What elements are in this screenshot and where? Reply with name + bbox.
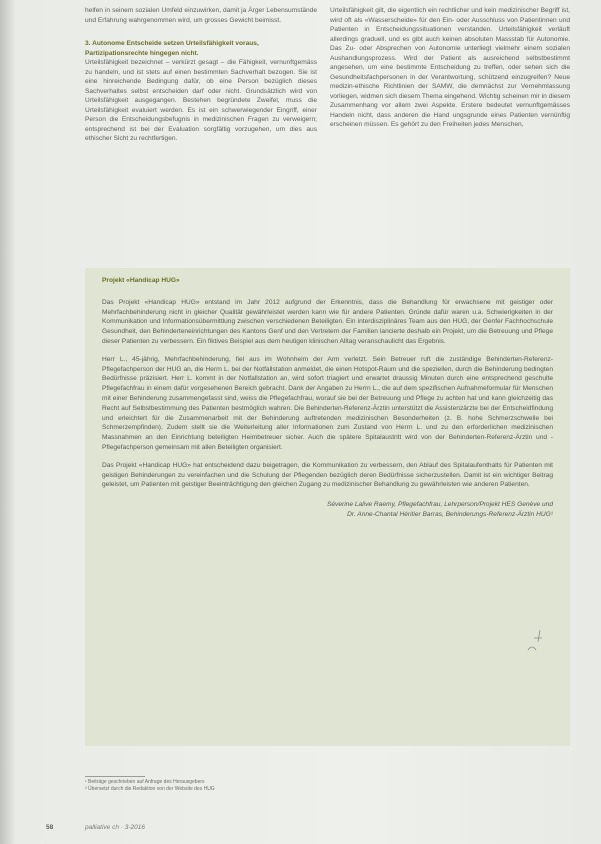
pen-mark-scribble (520, 628, 550, 658)
box-title: Projekt «Handicap HUG» (102, 277, 180, 284)
box-paragraph-3: Das Projekt «Handicap HUG» hat entscheidend dazu beigetragen, die Kommunikation zu verbessern, den Ablauf des Spitalaufenthalts für Patienten mit geistigen Behinderungen zu vereinfachen und die Schulung der Pflegenden bezüglich deren Bedürfnisse sicherzustellen. Damit ist ein wichtiger Beitrag geleistet, um Patienten mit geistiger Beeinträchtigung den gleichen Zugang zu medizinischer Behandlung zu gewährleisten wie anderen Patienten. (102, 461, 553, 489)
project-info-box (85, 268, 570, 746)
footnotes (85, 776, 385, 793)
page-footer (0, 824, 601, 836)
signature-line-1: Séverine Lalive Raemy, Pflegefachfrau, Lehrperson/Projekt HES Genève und (326, 501, 553, 509)
signature-block (102, 500, 553, 520)
box-paragraph-1: Das Projekt «Handicap HUG» entstand im Jahr 2012 aufgrund der Erkenntnis, dass die Behandlung für erwachsene mit geistiger oder Mehrfachbehinderung nicht in gleicher Qualität gewährleistet werden kann wie für andere Patienten. Gründe dafür waren u.a. Schwierigkeiten in der Kommunikation und Informationsübermittlung zwischen verschiedenen Beteiligten. Ein interdisziplinäres Team aus den HUG, der Genfer Fachhochschule Gesundheit, den Behinderteneinrichtungen des Kantons Genf und den Vertretern der Familien lancierte deshalb ein Projekt, um die Betreuung und Pflege dieser Patienten zu verbessern. Ein fiktives Beispiel aus dem heutigen klinischen Alltag veranschaulicht das Ergebnis. (102, 298, 553, 345)
footnote-1: ¹ Beiträge geschrieben auf Anfrage des Herausgebers (85, 779, 205, 785)
right-column (330, 6, 570, 136)
footnote-rule (85, 776, 145, 777)
signature-line-2: Dr. Anne-Chantal Héritier Barras, Behinderungs-Referenz-Ärztin HUG¹ (347, 510, 553, 518)
section-heading-line-2: Partizipationsrechte hingegen nicht. (85, 49, 199, 57)
left-column (85, 6, 317, 150)
right-paragraph-1: Urteilsfähigkeit gilt, die eigentlich ein rechtlicher und kein medizinischer Begriff ist, wird oft als «Wasserscheide» für den Ein- oder Ausschluss von Patientinnen und Patienten in Entscheidungssituationen verstanden. Urteilsfähigkeit verläuft allerdings graduell, und es gibt auch keinen absoluten Massstab für Autonomie. Das Zu- oder Absprechen von Autonomie unterliegt vielmehr einem sozialen Aushandlungsprozess. Wird der Patient als ausreichend selbstbestimmt angesehen, um eine bestimmte Entscheidung zu treffen, oder sehen sich die Gesundheitsfachpersonen in der Verantwortung, schützend einzugreifen? Neue medizin-ethische Richtlinien der SAMW, die demnächst zur Vernehmlassung vorliegen, widmen sich diesem Thema eingehend. Wichtig scheinen mir in diesem Zusammenhang vor allem zwei Aspekte. Erstere bedeutet vernunftgemässes Handeln nicht, dass anderen die Hand ungsgrunde eines Patienten vernünftig erscheinen müssen. Es gehört zu den Freiheiten jedes Menschen, (330, 7, 570, 128)
page-number: 58 (46, 824, 54, 831)
left-paragraph-1: helfen in seinem sozialen Umfeld einzuwirken, damit ja Ärger Lebensumstände und Erfahrung wahrgenommen wird, um grosses Gewicht beimisst. (85, 7, 317, 24)
journal-name: palliative ch · 3-2016 (85, 824, 145, 831)
section-heading-line-1: 3. Autonome Entscheide setzen Urteilsfähigkeit voraus, (85, 40, 259, 47)
box-paragraph-2: Herr L., 45-jährig, Mehrfachbehinderung, fiel aus im Wohnheim der Arm verletzt. Sein Betreuer ruft die zuständige Behinderten-Referenz-Pflegefachperson der HUG an, die Herrn L. bei der Notfallstation anmeldet, die einen Hotspot-Raum und die speziellen, durch die Behinderung bedingten Bedürfnisse präzisiert. Herr L. kommt in der Notfallstation an, wird sofort triagiert und erwartet draussig Minuten durch eine entsprechend geschulte Pflegefachfrau in einem dafür vorgesehenen Bereich gebracht. Dank der Angaben zu Herrn L., die auf dem spezifischen Aufnahmeformular für Menschen mit einer Behinderung zusammengefasst sind, weiss die Pflegefachfrau, worauf sie bei der Betreuung und Pflege zu achten hat und kann gleichzeitig das Recht auf Selbstbestimmung des Patienten bestmöglich wahren. Die Behinderten-Referenz-Ärztin unterstützt die Assistenzärzte bei der Entscheidfindung und erleichtert für die Zusammenarbeit mit der Behinderung auftretenden medizinischen Besonderheiten (z. B. hohe Schmerzschwelle bei Schmerzempfinden). Zudem stellt sie die Weiterleitung aller Informationen zum Zustand von Herrn L. und zu den erforderlichen medizinischen Massnahmen an den Einrichtung beteiligten Heimbetreuer sicher. Auch die spätere Spitalaustritt wird von der Behinderten-Referenz-Ärztin und -Pflegefachperson gemeinsam mit allen Beteiligten organisiert. (102, 355, 553, 451)
footnote-2: ² Übersetzt durch die Redaktion von der Website des HUG (85, 786, 215, 792)
left-paragraph-2: Urteilsfähigkeit bezeichnet – verkürzt gesagt – die Fähigkeit, vernunftgemäss zu handeln, und ist stets auf einen bestimmten Sachverhalt bezogen. Sie ist eine hinreichende Bedingung dafür, ob eine Person bezüglich dieses Sachverhaltes selbst entscheiden darf oder nicht. Grundsätzlich wird von Urteilsfähigkeit ausgegangen. Bestehen begründete Zweifel, muss die Urteilsfähigkeit evaluiert werden. Es ist ein schwerwiegender Eingriff, einer Person die Entscheidungsbefugnis in medizinischen Fragen zu verweigern; entsprechend ist bei der Evaluation sorgfältig vorzugehen, um dies aus ethischer Sicht zu rechtfertigen. (85, 59, 317, 142)
